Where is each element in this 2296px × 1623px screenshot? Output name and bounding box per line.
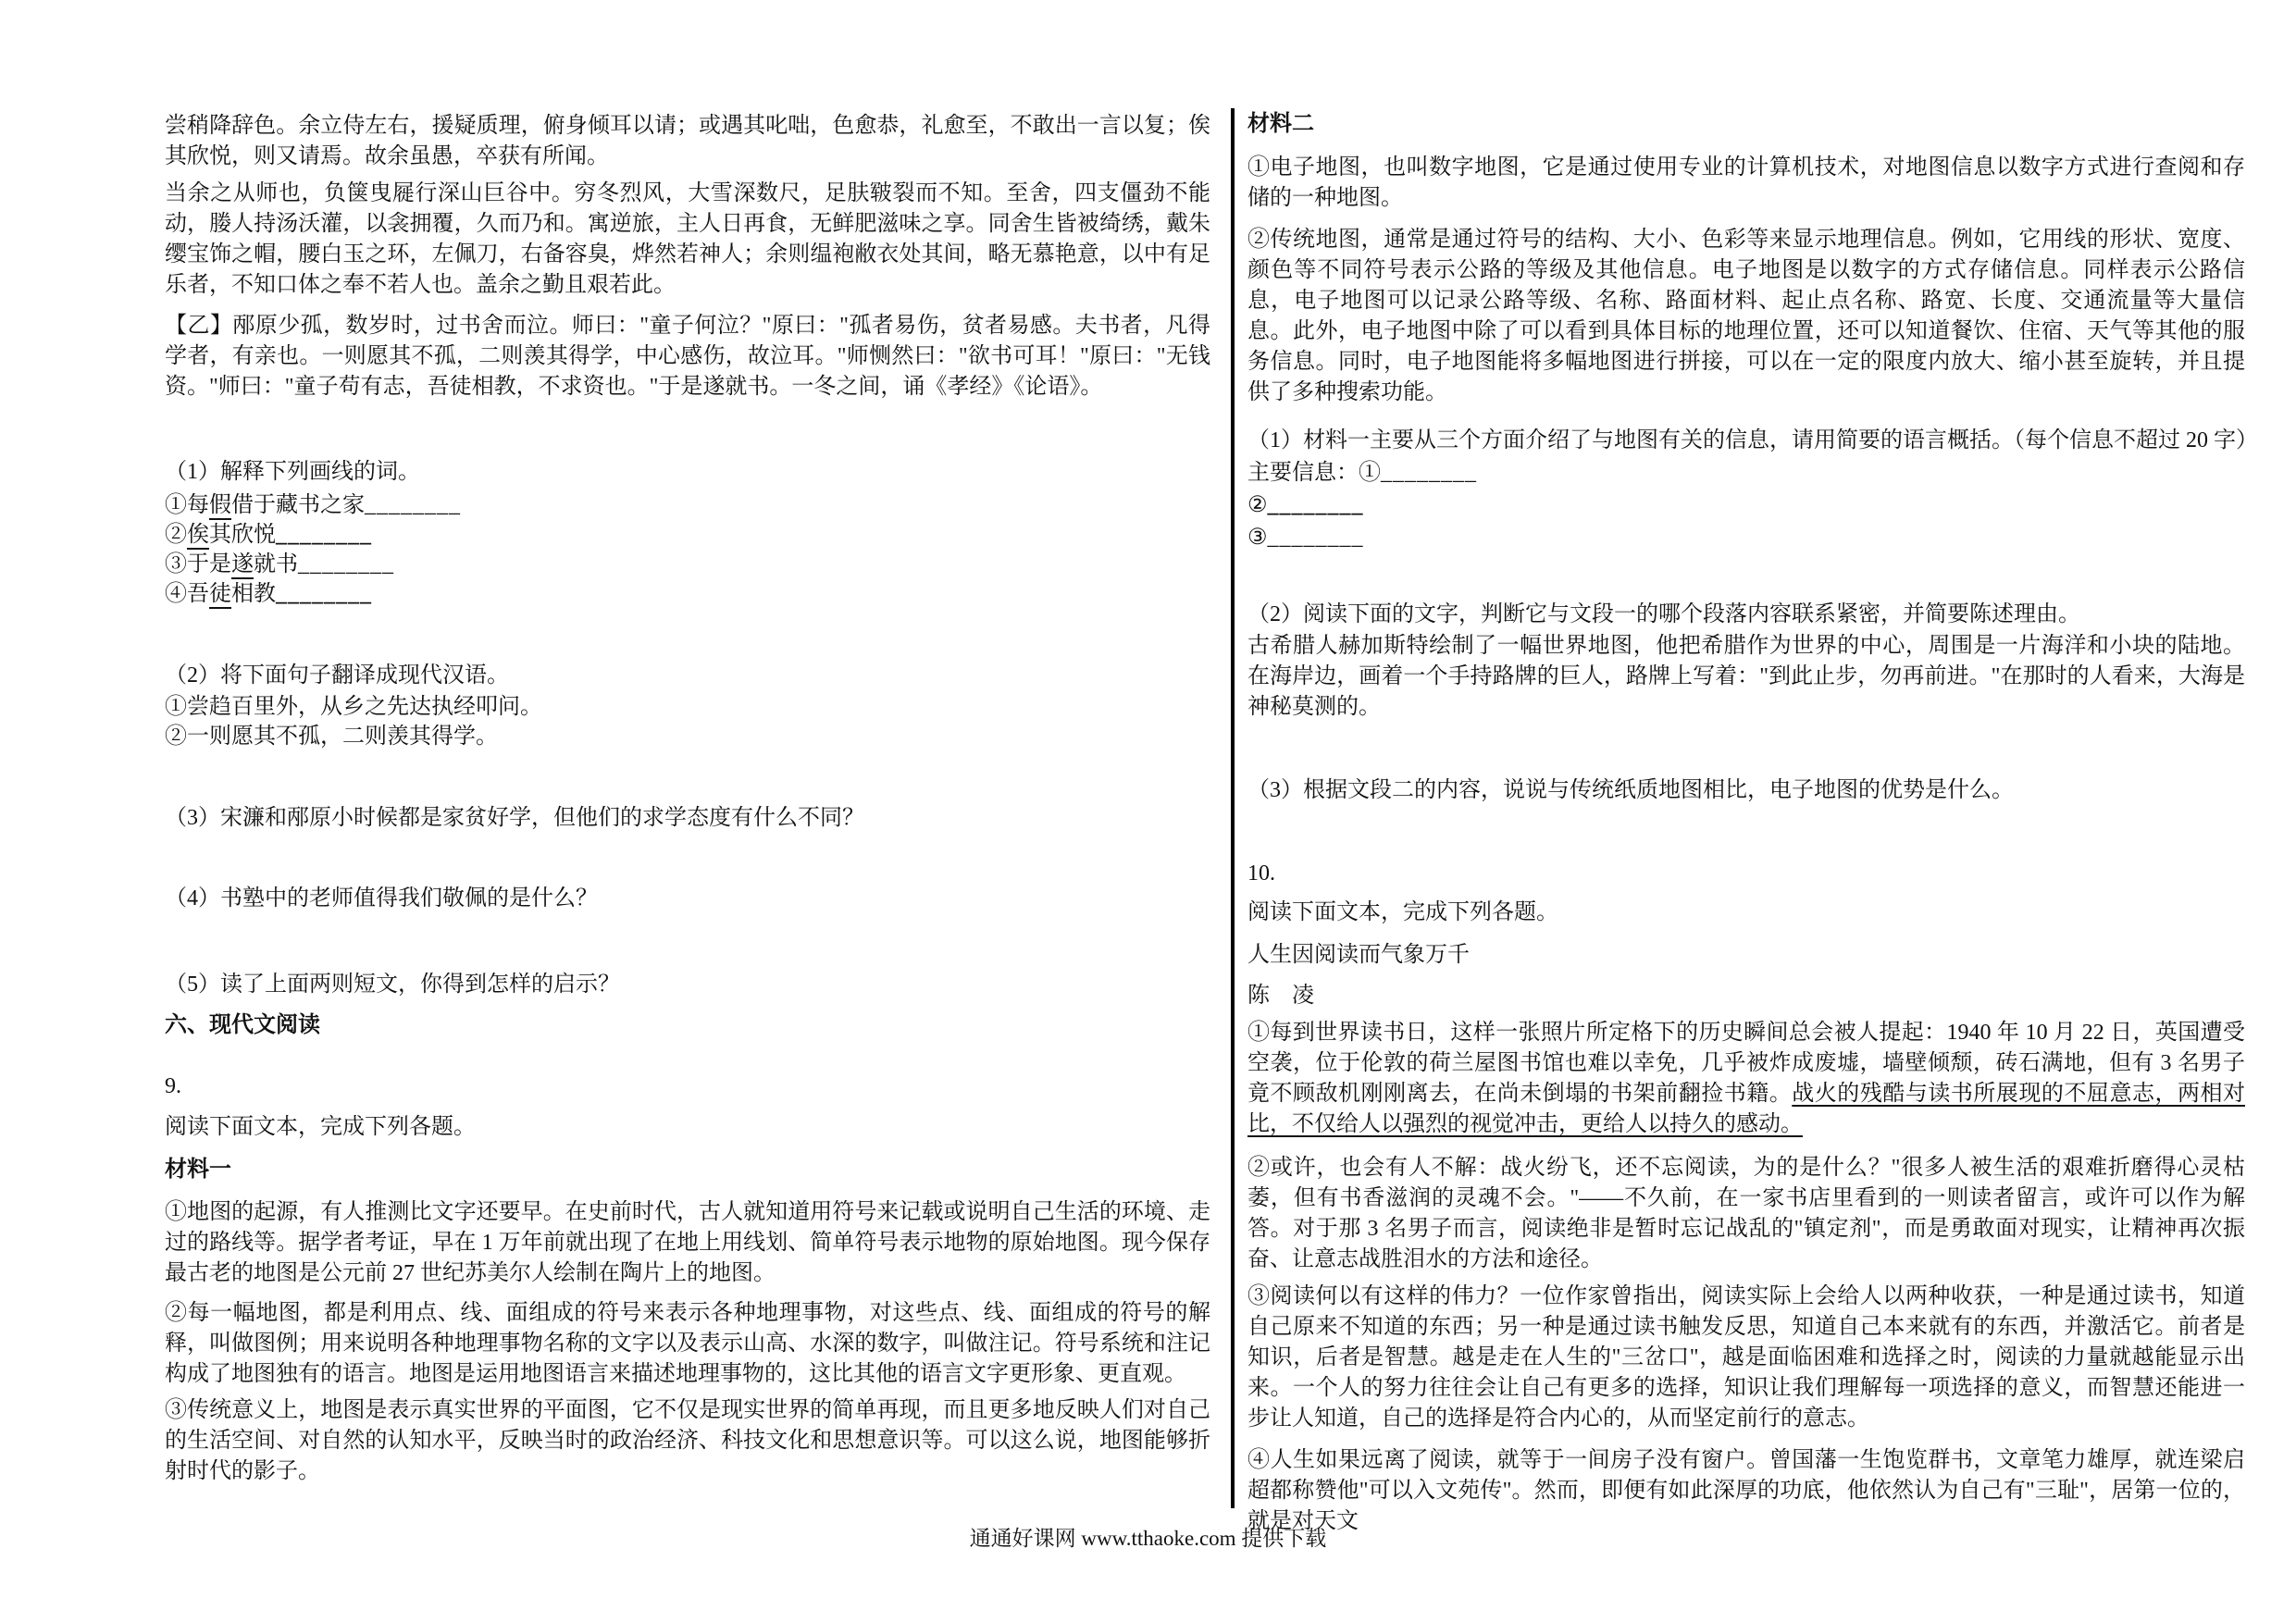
material-1-paragraph-2: ②每一幅地图，都是利用点、线、面组成的符号来表示各种地理事物，对这些点、线、面组成的符号的解释，叫做图例；用来说明各种地理事物名称的文字以及表示山高、水深的数字，叫做注记。符号系统和注记构成了地图独有的语言。地图是运用地图语言来描述地理事物的，这比其他的语言文字更形象、更直观。 [165, 1301, 1210, 1386]
material-2-paragraph-2: ②传统地图，通常是通过符号的结构、大小、色彩等来显示地理信息。例如，它用线的形状、宽度、颜色等不同符号表示公路的等级及其他信息。电子地图是以数字的方式存储信息。同样表示公路信息，电子地图可以记录公路等级、名称、路面材料、起止点名称、路宽、长度、交通流量等大量信息。此外，电子地图中除了可以看到具体目标的地理位置，还可以知道餐饮、住宿、天气等其他的服务信息。同时，电子地图能将多幅地图进行拼接，可以在一定的限度内放大、缩小甚至旋转，并且提供了多种搜索功能。 [1247, 228, 2245, 404]
section-6-heading: 六、现代文阅读 [165, 1013, 320, 1037]
question-4: （4）书塾中的老师值得我们敬佩的是什么？ [165, 886, 598, 911]
material-1-title: 材料一 [165, 1158, 231, 1182]
item-pre-text: 吾 [187, 582, 209, 606]
answer-blank: ________ [276, 523, 372, 547]
question-1-item-3 [165, 550, 1210, 580]
item-number: ② [165, 523, 187, 547]
question-1-item-1 [165, 490, 1210, 521]
underlined-word: 徒 [209, 582, 231, 609]
question-2-item-2: ②一则愿其不孤，二则羡其得学。 [165, 725, 498, 749]
question-5: （5）读了上面两则短文，你得到怎样的启示？ [165, 973, 620, 997]
item-number: ① [165, 493, 187, 517]
question-1-label: （1）解释下列画线的词。 [165, 460, 420, 484]
answer-blank: ________ [365, 493, 461, 517]
passage-jia-paragraph-2: 当余之从师也，负箧曳屣行深山巨谷中。穷冬烈风，大雪深数尺，足肤皲裂而不知。至舍，四支僵劲不能动，媵人持汤沃灌，以衾拥覆，久而乃和。寓逆旅，主人日再食，无鲜肥滋味之享。同舍生皆被绮绣，戴朱缨宝饰之帽，腰白玉之环，左佩刀，右备容臭，烨然若神人；余则缊袍敝衣处其间，略无慕艳意，以中有足乐者，不知口体之奉不若人也。盖余之勤且艰若此。 [165, 181, 1210, 297]
question-9-1-item-3 [1247, 523, 2245, 553]
answer-blank: ________ [276, 582, 372, 606]
question-3: （3）宋濂和邴原小时候都是家贫好学，但他们的求学态度有什么不同？ [165, 806, 864, 830]
question-9-1-label: （1）材料一主要从三个方面介绍了与地图有关的信息，请用简要的语言概括。（每个信息不超过 20 字） [1247, 428, 2258, 452]
material-1-paragraph-1: ①地图的起源，有人推测比文字还要早。在史前时代，古人就知道用符号来记载或说明自己生活的环境、走过的路线等。据学者考证，早在 1 万年前就出现了在地上用线划、简单符号表示地物的原始地图。现今保存最古老的地图是公元前 27 世纪苏美尔人绘制在陶片上的地图。 [165, 1200, 1210, 1285]
article-paragraph-1-underlined-sentence: 战火的残酷与读书所展现的不屈意志，两相对比，不仅给人以强烈的视觉冲击，更给人以持久的感动。 [1247, 1082, 2246, 1136]
underlined-word: 遂 [231, 552, 254, 579]
question-10-number: 10. [1247, 861, 1275, 886]
question-9-1-item-1 [1247, 458, 2245, 489]
question-2-item-1: ①尝趋百里外，从乡之先达执经叩问。 [165, 695, 542, 719]
question-1-item-4 [165, 579, 1210, 610]
passage-jia-paragraph-1: 尝稍降辞色。余立侍左右，援疑质理，俯身倾耳以请；或遇其叱咄，色愈恭，礼愈至，不敢出一言以复；俟其欣悦，则又请焉。故余虽愚，卒获有所闻。 [165, 114, 1210, 168]
passage-yi-paragraph: 【乙】邴原少孤，数岁时，过书舍而泣。师曰："童子何泣？"原曰："孤者易伤，贫者易感。夫书者，凡得学者，有亲也。一则愿其不孤，二则羡其得学，中心感伤，故泣耳。"师恻然曰："欲书可耳！"原曰："无钱资。"师曰："童子苟有志，吾徒相教，不求资也。"于是遂就书。一冬之间，诵《孝经》《论语》。 [165, 314, 1210, 399]
article-title: 人生因阅读而气象万千 [1247, 943, 1470, 967]
underlined-word: 假 [209, 493, 231, 520]
item-lead-text: 主要信息：① [1247, 461, 1381, 485]
item-number: ② [1247, 493, 1268, 517]
item-number: ④ [165, 582, 187, 606]
underlined-word: 俟 [187, 523, 209, 550]
item-number: ③ [1247, 526, 1268, 550]
material-2-paragraph-1: ①电子地图，也叫数字地图，它是通过使用专业的计算机技术，对地图信息以数字方式进行查阅和存储的一种地图。 [1247, 155, 2245, 210]
answer-blank: ________ [298, 552, 394, 576]
site-footer: 通通好课网 www.tthaoke.com 提供下载 [969, 1527, 1327, 1550]
answer-blank: ________ [1381, 461, 1477, 485]
article-paragraph-3: ③阅读何以有这样的伟力？一位作家曾指出，阅读实际上会给人以两种收获，一种是通过读书，知道自己原来不知道的东西；另一种是通过读书触发反思，知道自己本来就有的东西，并激活它。前者是知识，后者是智慧。越是走在人生的"三岔口"，越是面临困难和选择之时，阅读的力量就越能显示出来。一个人的努力往往会让自己有更多的选择，知识让我们理解每一项选择的意义，而智慧还能进一步让人知道，自己的选择是符合内心的，从而坚定前行的意志。 [1247, 1284, 2245, 1431]
column-divider [1231, 108, 1235, 1508]
item-post-text: 就书 [254, 552, 298, 576]
material-1-paragraph-3: ③传统意义上，地图是表示真实世界的平面图，它不仅是现实世界的简单再现，而且更多地反映人们对自己的生活空间、对自然的认知水平，反映当时的政治经济、科技文化和思想意识等。可以这么说，地图能够折射时代的影子。 [165, 1398, 1210, 1483]
question-9-3-label: （3）根据文段二的内容，说说与传统纸质地图相比，电子地图的优势是什么。 [1247, 778, 2014, 802]
answer-blank: ________ [1267, 493, 1364, 517]
article-paragraph-2: ②或许，也会有人不解：战火纷飞，还不忘阅读，为的是什么？"很多人被生活的艰难折磨得心灵枯萎，但有书香滋润的灵魂不会。"——不久前，在一家书店里看到的一则读者留言，或许可以作为解答。对于那 3 名男子而言，阅读绝非是暂时忘记战乱的"镇定剂"，而是勇敢面对现实，让精神再次振奋、让意志战胜泪水的方法和途径。 [1247, 1156, 2245, 1271]
item-post-text: 其欣悦 [209, 523, 276, 547]
article-paragraph-4: ④人生如果远离了阅读，就等于一间房子没有窗户。曾国藩一生饱览群书，文章笔力雄厚，就连梁启超都称赞他"可以入文苑传"。然而，即便有如此深厚的功底，他依然认为自己有"三耻"，居第一位的，就是对天文 [1247, 1448, 2245, 1533]
material-2-title: 材料二 [1247, 112, 1314, 136]
answer-blank: ________ [1267, 526, 1364, 550]
question-9-number: 9. [165, 1074, 181, 1098]
item-pre-text: 于是 [187, 552, 231, 576]
question-2-label: （2）将下面句子翻译成现代汉语。 [165, 663, 509, 688]
article-author: 陈 凌 [1247, 984, 1314, 1008]
item-post-text: 相教 [231, 582, 276, 606]
question-9-instruction: 阅读下面文本，完成下列各题。 [165, 1115, 476, 1139]
article-paragraph-1 [1247, 1018, 2245, 1140]
item-pre-text: 每 [187, 493, 209, 517]
question-1-item-2 [165, 520, 1210, 551]
question-9-2-label: （2）阅读下面的文字，判断它与文段一的哪个段落内容联系紧密，并简要陈述理由。 [1247, 602, 2080, 626]
item-number: ③ [165, 552, 187, 576]
question-10-instruction: 阅读下面文本，完成下列各题。 [1247, 900, 1558, 924]
question-9-1-item-2 [1247, 490, 2245, 521]
question-9-2-passage: 古希腊人赫加斯特绘制了一幅世界地图，他把希腊作为世界的中心，周围是一片海洋和小块的陆地。在海岸边，画着一个手持路牌的巨人，路牌上写着："到此止步，勿再前进。"在那时的人看来，大海是神秘莫测的。 [1247, 634, 2245, 719]
article-paragraph-1-text: ①每到世界读书日，这样一张照片所定格下的历史瞬间总会被人提起：1940 年 10 月 22 日，英国遭受空袭，位于伦敦的荷兰屋图书馆也难以幸免，几乎被炸成废墟，墙壁倾颓，砖石满地，但有 3 名男子竟不顾敌机刚刚离去，在尚未倒塌的书架前翻捡书籍。 [1247, 1021, 2245, 1106]
item-post-text: 借于藏书之家 [231, 493, 365, 517]
